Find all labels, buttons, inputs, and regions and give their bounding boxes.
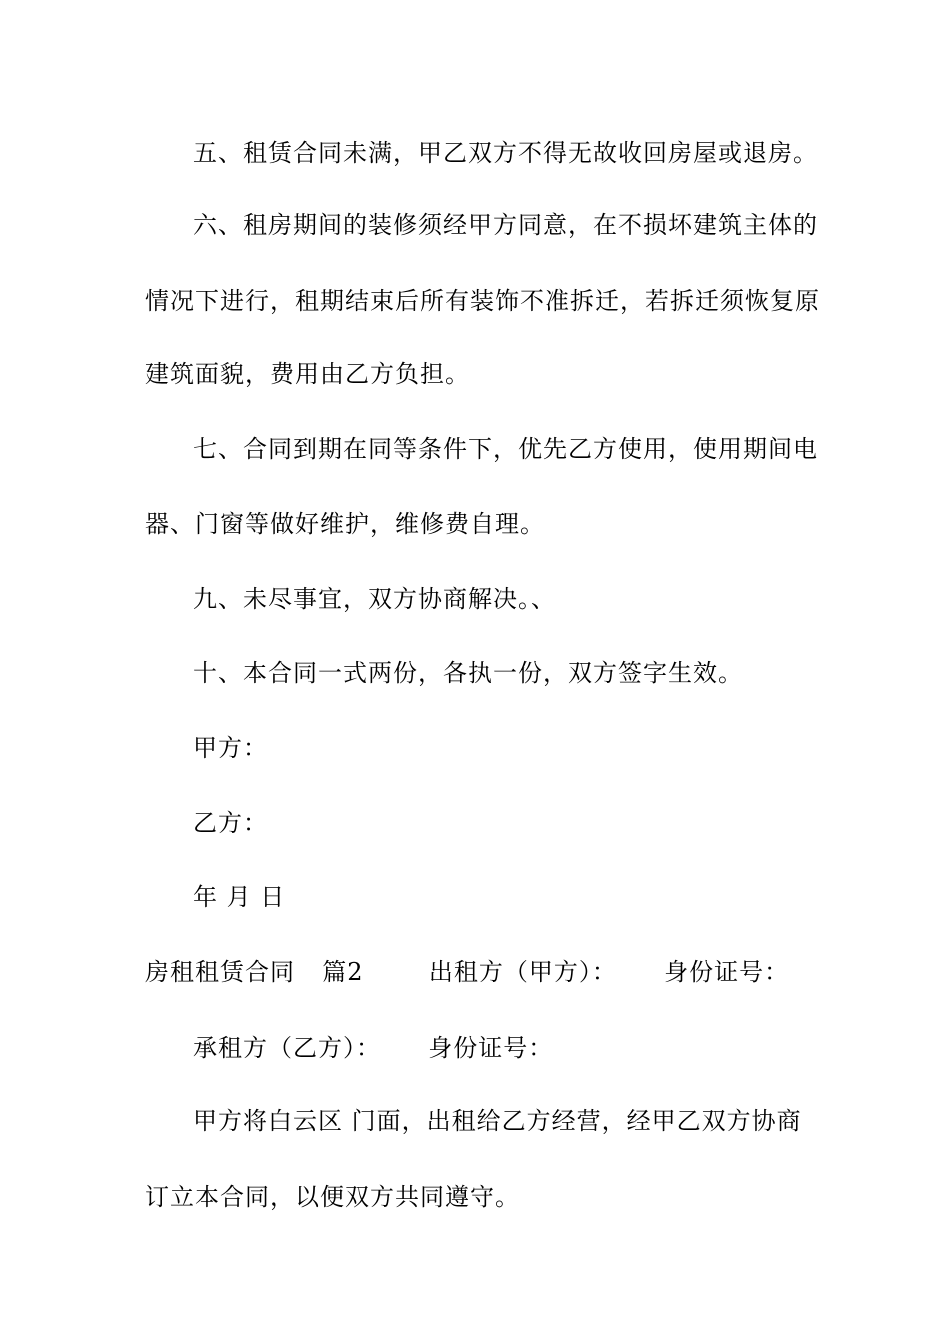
lessee-id-label: 身份证号： [428,1034,554,1062]
clause-6-line-1: 六、租房期间的装修须经甲方同意，在不损坏建筑主体的 [193,211,818,239]
lessor-label: 出租方（甲方）： [428,958,617,986]
clause-5: 五、租赁合同未满，甲乙双方不得无故收回房屋或退房。 [193,139,818,167]
contract-title: 房租租赁合同 [145,958,295,986]
lessor-id-label: 身份证号： [664,958,790,986]
agreement-line-2: 订立本合同，以便双方共同遵守。 [145,1183,520,1211]
clause-10: 十、本合同一式两份，各执一份，双方签字生效。 [193,659,743,687]
clause-7-line-2: 器、门窗等做好维护，维修费自理。 [145,510,545,538]
lessee-label: 承租方（乙方）： [193,1034,381,1062]
lessee-line [193,1033,863,1063]
agreement-line-1: 甲方将白云区 门面，出租给乙方经营，经甲乙双方协商 [193,1107,802,1135]
party-a-signature-label: 甲方： [193,734,268,762]
clause-6-line-3: 建筑面貌，费用由乙方负担。 [145,360,470,388]
clause-7-line-1: 七、合同到期在同等条件下，优先乙方使用，使用期间电 [193,435,818,463]
contract-section: 篇2 [322,958,364,986]
contract-heading-line [145,957,815,987]
clause-9: 九、未尽事宜，双方协商解决。、 [193,585,556,613]
party-b-signature-label: 乙方： [193,809,268,837]
clause-6-line-2: 情况下进行，租期结束后所有装饰不准拆迁，若拆迁须恢复原 [145,287,820,315]
date-label: 年 月 日 [193,883,286,911]
